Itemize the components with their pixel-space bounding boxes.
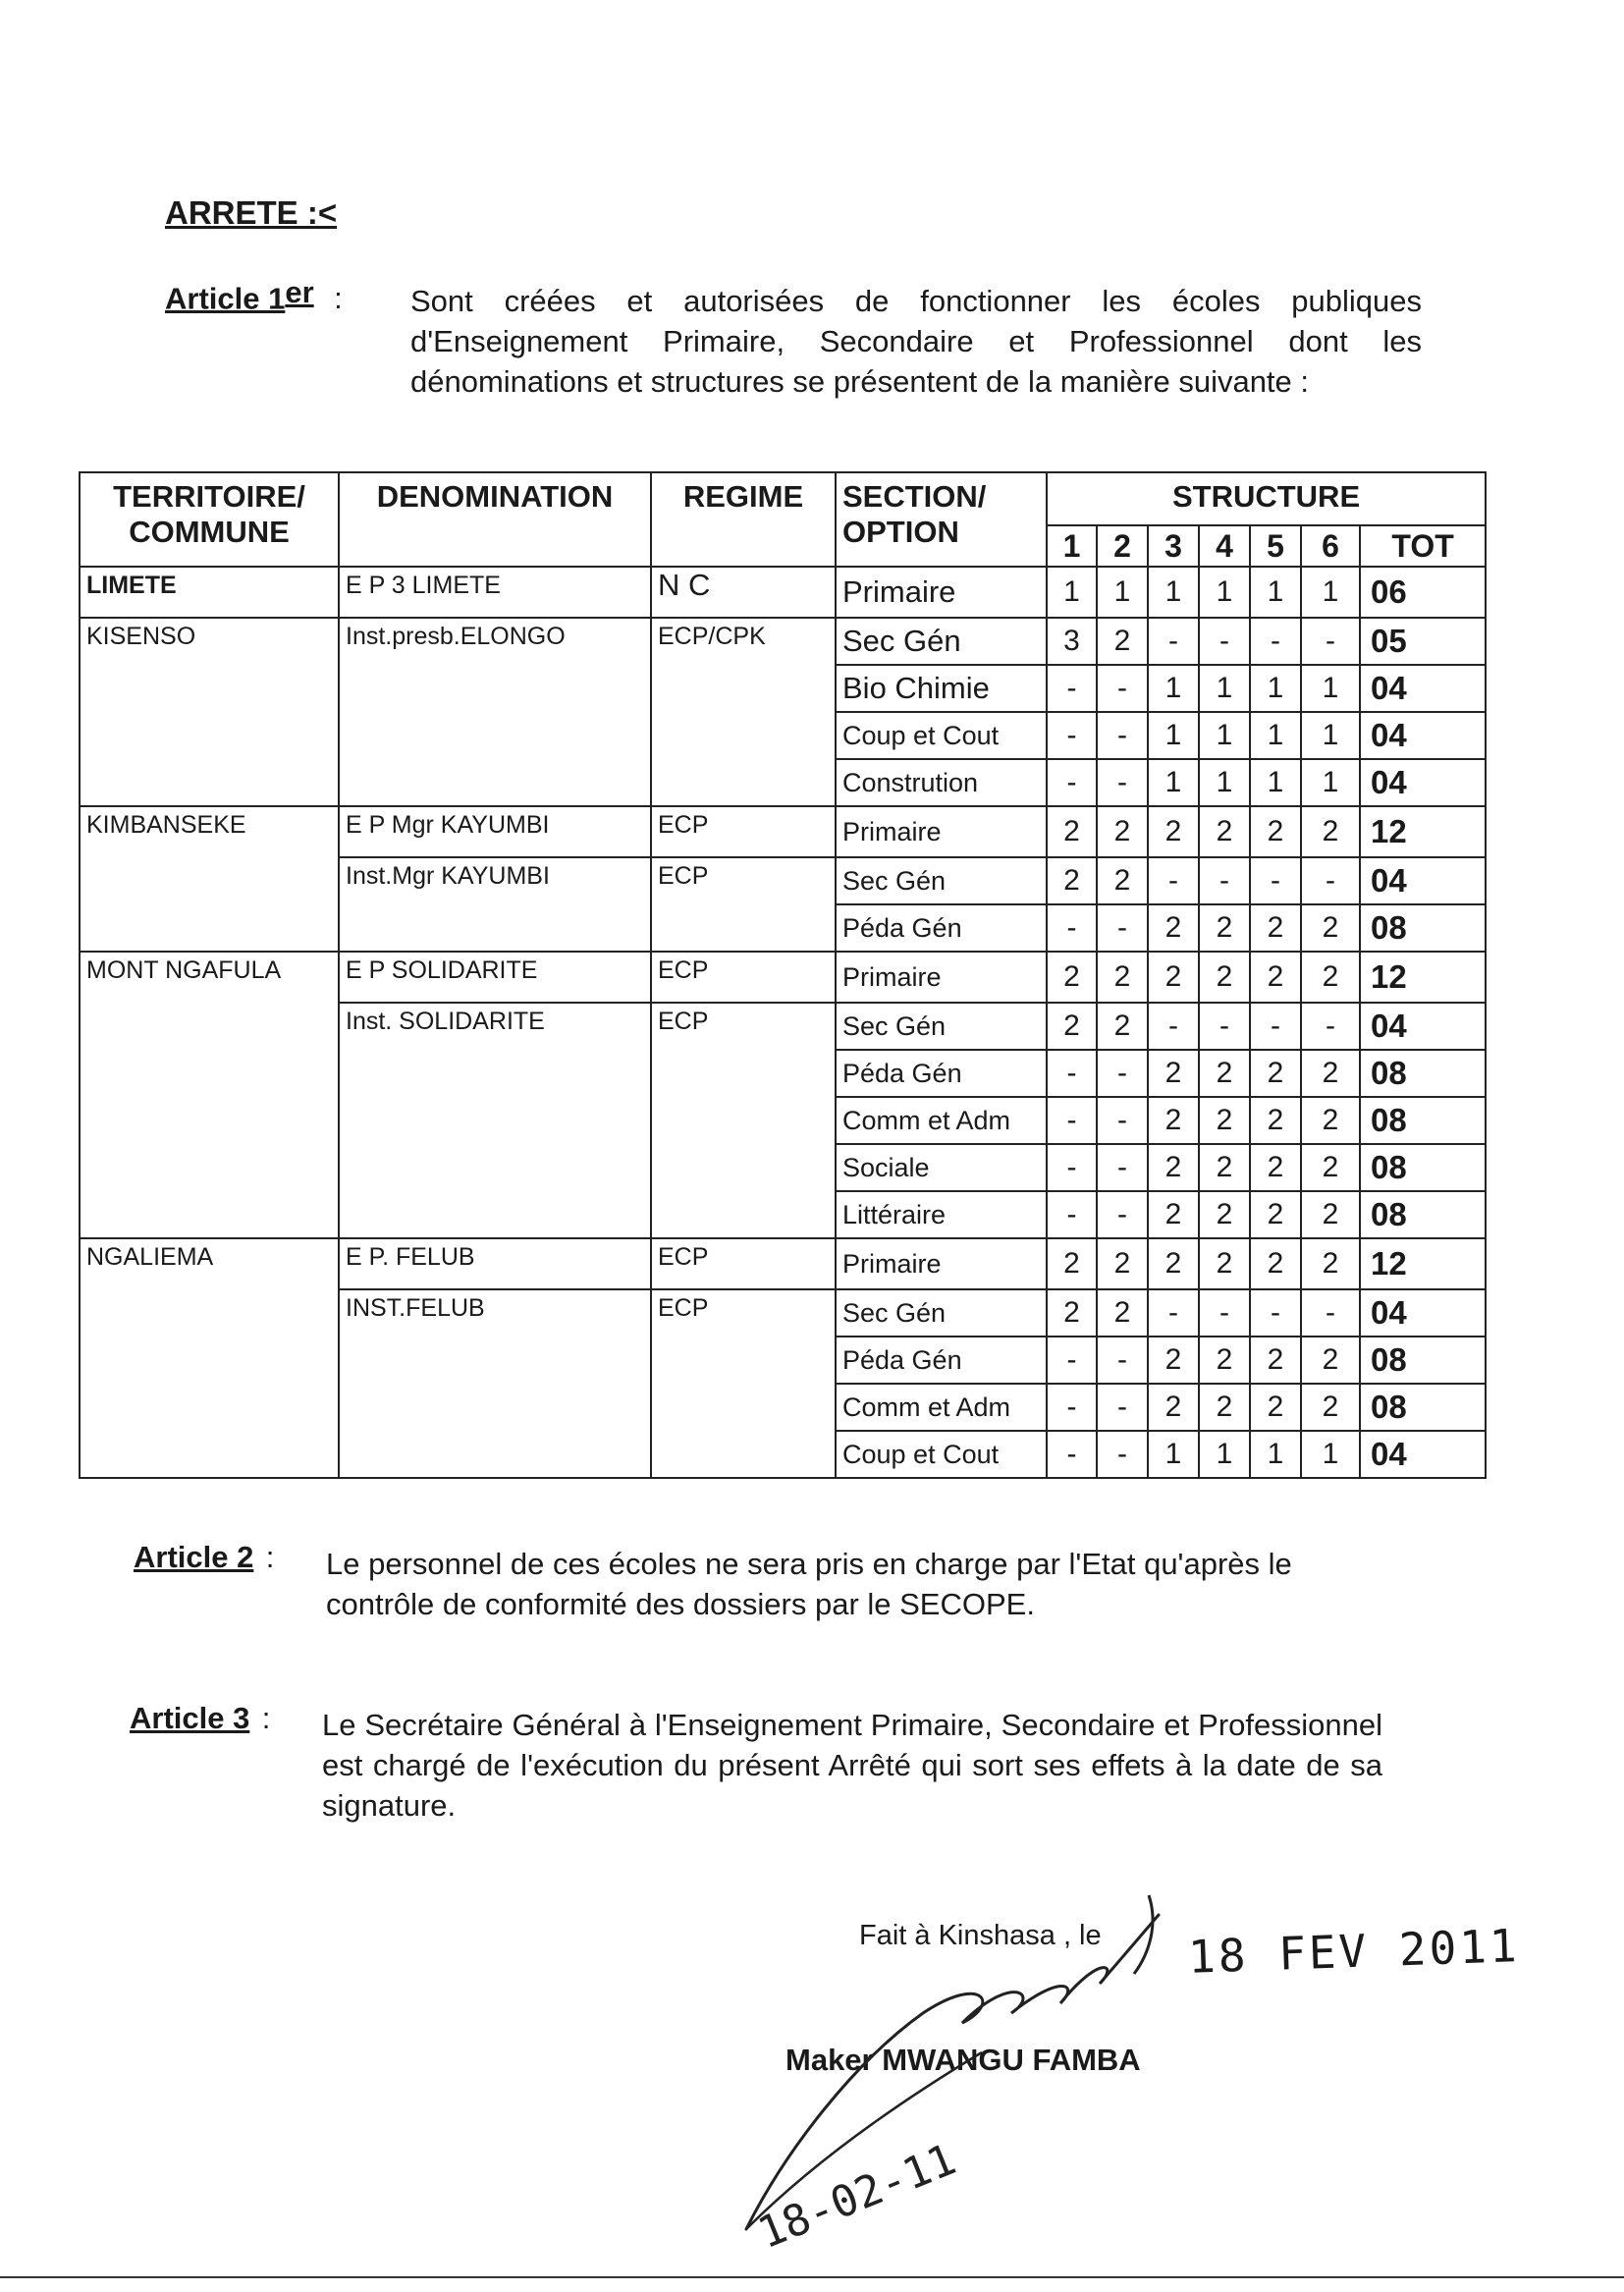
cell-section: Sec Gén (836, 857, 1047, 904)
cell-year-4: - (1199, 618, 1250, 665)
cell-year-6: 2 (1301, 1144, 1360, 1191)
cell-year-4: 1 (1199, 759, 1250, 806)
cell-year-2: - (1097, 1050, 1148, 1097)
cell-year-1: - (1047, 1097, 1097, 1144)
cell-section: Primaire (836, 567, 1047, 618)
cell-section: Primaire (836, 1238, 1047, 1289)
signature-place: Fait à Kinshasa , le (859, 1920, 1102, 1951)
cell-regime: ECP (651, 857, 836, 952)
cell-year-6: 2 (1301, 1238, 1360, 1289)
article3-text: Le Secrétaire Général à l'Enseignement Primaire, Secondaire et Professionnel est chargé de l'exécution du présent Arrêté qui sort ses effets à la date de sa signature. (322, 1708, 1382, 1823)
header-year-4: 4 (1199, 525, 1250, 567)
cell-denomination: E P Mgr KAYUMBI (339, 806, 651, 857)
cell-section: Sec Gén (836, 1289, 1047, 1337)
cell-year-1: - (1047, 712, 1097, 759)
cell-year-3: 2 (1148, 806, 1199, 857)
cell-year-3: 2 (1148, 1384, 1199, 1431)
cell-year-5: 1 (1250, 567, 1301, 618)
cell-year-6: 1 (1301, 759, 1360, 806)
cell-year-5: 1 (1250, 759, 1301, 806)
cell-year-1: 2 (1047, 857, 1097, 904)
cell-tot: 04 (1360, 1431, 1486, 1478)
cell-year-5: 2 (1250, 1337, 1301, 1384)
cell-tot: 08 (1360, 904, 1486, 952)
cell-year-1: - (1047, 1050, 1097, 1097)
cell-year-4: 2 (1199, 1097, 1250, 1144)
cell-year-4: 2 (1199, 952, 1250, 1003)
cell-tot: 04 (1360, 759, 1486, 806)
article3-colon: : (261, 1701, 271, 1735)
cell-year-5: 2 (1250, 952, 1301, 1003)
cell-regime: ECP (651, 1238, 836, 1289)
cell-tot: 04 (1360, 1289, 1486, 1337)
cell-year-6: 2 (1301, 904, 1360, 952)
cell-year-5: 2 (1250, 904, 1301, 952)
cell-year-6: 2 (1301, 952, 1360, 1003)
cell-year-2: - (1097, 665, 1148, 712)
cell-year-1: - (1047, 904, 1097, 952)
cell-year-5: 2 (1250, 1384, 1301, 1431)
cell-year-4: - (1199, 857, 1250, 904)
cell-tot: 08 (1360, 1337, 1486, 1384)
header-year-6: 6 (1301, 525, 1360, 567)
cell-year-3: 1 (1148, 567, 1199, 618)
cell-denomination: E P. FELUB (339, 1238, 651, 1289)
cell-year-2: - (1097, 1384, 1148, 1431)
header-year-5: 5 (1250, 525, 1301, 567)
cell-denomination: E P SOLIDARITE (339, 952, 651, 1003)
cell-year-2: - (1097, 904, 1148, 952)
header-territoire: TERRITOIRE/ COMMUNE (80, 472, 339, 567)
article3-label-wrap (130, 1701, 270, 1736)
cell-section: Primaire (836, 952, 1047, 1003)
cell-section: Constrution (836, 759, 1047, 806)
article1-colon: : (334, 281, 343, 316)
cell-tot: 06 (1360, 567, 1486, 618)
header-year-2: 2 (1097, 525, 1148, 567)
cell-year-5: - (1250, 857, 1301, 904)
cell-year-1: - (1047, 1337, 1097, 1384)
schools-structure-table (79, 471, 1487, 1479)
cell-year-2: 2 (1097, 1238, 1148, 1289)
cell-year-5: 1 (1250, 665, 1301, 712)
cell-year-1: - (1047, 665, 1097, 712)
article3-label: Article 3 (130, 1701, 250, 1735)
cell-year-1: - (1047, 759, 1097, 806)
cell-year-3: 2 (1148, 1337, 1199, 1384)
cell-year-2: - (1097, 712, 1148, 759)
cell-year-5: - (1250, 618, 1301, 665)
cell-year-6: 2 (1301, 1097, 1360, 1144)
cell-section: Péda Gén (836, 1337, 1047, 1384)
cell-regime: ECP (651, 806, 836, 857)
cell-tot: 04 (1360, 712, 1486, 759)
cell-year-4: - (1199, 1003, 1250, 1050)
cell-section: Sec Gén (836, 618, 1047, 665)
article2-text: Le personnel de ces écoles ne sera pris en charge par l'Etat qu'après le contrôle de conformité des dossiers par le SECOPE. (326, 1547, 1292, 1621)
cell-year-2: - (1097, 1144, 1148, 1191)
cell-year-6: 1 (1301, 1431, 1360, 1478)
cell-section: Péda Gén (836, 1050, 1047, 1097)
handwritten-signature (687, 1856, 1237, 2268)
cell-tot: 08 (1360, 1097, 1486, 1144)
cell-regime: N C (651, 567, 836, 618)
cell-year-6: 1 (1301, 712, 1360, 759)
cell-year-4: 2 (1199, 1191, 1250, 1238)
cell-year-3: 2 (1148, 1050, 1199, 1097)
cell-denomination: Inst.Mgr KAYUMBI (339, 857, 651, 952)
table-row (80, 952, 1486, 1003)
cell-year-6: - (1301, 1003, 1360, 1050)
cell-territoire: NGALIEMA (80, 1238, 339, 1478)
cell-year-4: 1 (1199, 567, 1250, 618)
cell-year-4: 2 (1199, 1384, 1250, 1431)
cell-section: Coup et Cout (836, 1431, 1047, 1478)
cell-year-2: 1 (1097, 567, 1148, 618)
cell-year-6: 2 (1301, 1384, 1360, 1431)
cell-year-1: - (1047, 1191, 1097, 1238)
cell-year-4: 1 (1199, 665, 1250, 712)
cell-regime: ECP (651, 1003, 836, 1238)
header-regime: REGIME (651, 472, 836, 567)
cell-section: Comm et Adm (836, 1097, 1047, 1144)
cell-year-1: 2 (1047, 1289, 1097, 1337)
cell-tot: 12 (1360, 1238, 1486, 1289)
cell-year-4: - (1199, 1289, 1250, 1337)
cell-section: Coup et Cout (836, 712, 1047, 759)
cell-territoire: LIMETE (80, 567, 339, 618)
cell-year-1: - (1047, 1384, 1097, 1431)
cell-section: Bio Chimie (836, 665, 1047, 712)
cell-section: Primaire (836, 806, 1047, 857)
header-section: SECTION/ OPTION (836, 472, 1047, 567)
cell-year-3: 1 (1148, 759, 1199, 806)
cell-year-3: 2 (1148, 1191, 1199, 1238)
handwritten-date: 18-02-11 (751, 2134, 963, 2260)
bottom-rule (0, 2276, 1624, 2278)
cell-year-1: - (1047, 1144, 1097, 1191)
cell-year-1: 3 (1047, 618, 1097, 665)
cell-year-3: 2 (1148, 1144, 1199, 1191)
table-row (80, 567, 1486, 618)
article1-text: Sont créées et autorisées de fonctionner les écoles publiques d'Enseignement Primaire, Secondaire et Professionnel dont les dénominations et structures se présentent de la manière suivante : (410, 284, 1422, 399)
cell-year-5: 2 (1250, 1144, 1301, 1191)
cell-denomination: E P 3 LIMETE (339, 567, 651, 618)
cell-tot: 08 (1360, 1191, 1486, 1238)
cell-year-4: 2 (1199, 1337, 1250, 1384)
cell-year-2: - (1097, 759, 1148, 806)
cell-tot: 08 (1360, 1050, 1486, 1097)
cell-territoire: KIMBANSEKE (80, 806, 339, 952)
cell-year-3: 1 (1148, 1431, 1199, 1478)
cell-denomination: Inst.presb.ELONGO (339, 618, 651, 806)
header-denomination: DENOMINATION (339, 472, 651, 567)
cell-year-4: 2 (1199, 904, 1250, 952)
cell-year-2: - (1097, 1431, 1148, 1478)
cell-year-3: 2 (1148, 1097, 1199, 1144)
article1-label (165, 275, 343, 316)
cell-year-3: 2 (1148, 952, 1199, 1003)
cell-year-2: 2 (1097, 806, 1148, 857)
cell-year-4: 1 (1199, 712, 1250, 759)
cell-year-1: 2 (1047, 806, 1097, 857)
cell-year-3: 2 (1148, 904, 1199, 952)
article1-label-main: Article 1 (165, 281, 286, 316)
cell-section: Sociale (836, 1144, 1047, 1191)
cell-year-5: 2 (1250, 1238, 1301, 1289)
cell-year-2: 2 (1097, 952, 1148, 1003)
cell-year-3: 2 (1148, 1238, 1199, 1289)
cell-tot: 12 (1360, 952, 1486, 1003)
cell-year-5: 2 (1250, 1050, 1301, 1097)
cell-year-2: 2 (1097, 1289, 1148, 1337)
cell-year-4: 2 (1199, 1238, 1250, 1289)
cell-tot: 04 (1360, 665, 1486, 712)
cell-year-6: 2 (1301, 1191, 1360, 1238)
cell-section: Comm et Adm (836, 1384, 1047, 1431)
cell-year-1: - (1047, 1431, 1097, 1478)
cell-denomination: INST.FELUB (339, 1289, 651, 1478)
cell-year-3: 1 (1148, 665, 1199, 712)
table-row (80, 1238, 1486, 1289)
cell-year-4: 2 (1199, 1144, 1250, 1191)
cell-denomination: Inst. SOLIDARITE (339, 1003, 651, 1238)
signer-name: Maker MWANGU FAMBA (785, 2043, 1141, 2077)
cell-year-6: 2 (1301, 1337, 1360, 1384)
cell-year-6: - (1301, 857, 1360, 904)
cell-tot: 12 (1360, 806, 1486, 857)
cell-year-6: - (1301, 618, 1360, 665)
cell-tot: 05 (1360, 618, 1486, 665)
cell-year-5: - (1250, 1003, 1301, 1050)
decree-heading: ARRETE :< (165, 194, 338, 231)
table-row (80, 618, 1486, 665)
cell-year-3: - (1148, 857, 1199, 904)
cell-year-5: 2 (1250, 806, 1301, 857)
cell-tot: 04 (1360, 857, 1486, 904)
cell-tot: 08 (1360, 1384, 1486, 1431)
header-year-3: 3 (1148, 525, 1199, 567)
cell-year-2: - (1097, 1337, 1148, 1384)
cell-year-5: 2 (1250, 1191, 1301, 1238)
cell-year-1: 1 (1047, 567, 1097, 618)
cell-year-1: 2 (1047, 952, 1097, 1003)
cell-section: Sec Gén (836, 1003, 1047, 1050)
cell-year-5: 1 (1250, 712, 1301, 759)
cell-year-6: 1 (1301, 665, 1360, 712)
article2-colon: : (265, 1540, 275, 1574)
cell-year-4: 2 (1199, 806, 1250, 857)
cell-year-1: 2 (1047, 1238, 1097, 1289)
cell-territoire: KISENSO (80, 618, 339, 806)
cell-year-2: 2 (1097, 857, 1148, 904)
cell-year-1: 2 (1047, 1003, 1097, 1050)
cell-tot: 04 (1360, 1003, 1486, 1050)
cell-section: Péda Gén (836, 904, 1047, 952)
article1-label-sup: er (285, 275, 314, 309)
cell-year-3: - (1148, 1289, 1199, 1337)
cell-regime: ECP/CPK (651, 618, 836, 806)
header-tot: TOT (1360, 525, 1486, 567)
cell-year-2: - (1097, 1097, 1148, 1144)
cell-year-6: 2 (1301, 806, 1360, 857)
header-year-1: 1 (1047, 525, 1097, 567)
cell-year-6: - (1301, 1289, 1360, 1337)
cell-year-3: 1 (1148, 712, 1199, 759)
cell-year-3: - (1148, 618, 1199, 665)
cell-year-6: 2 (1301, 1050, 1360, 1097)
table-header-row (80, 472, 1486, 525)
cell-year-3: - (1148, 1003, 1199, 1050)
cell-year-5: 2 (1250, 1097, 1301, 1144)
cell-regime: ECP (651, 952, 836, 1003)
article2-label: Article 2 (134, 1540, 254, 1574)
cell-year-2: 2 (1097, 1003, 1148, 1050)
header-structure: STRUCTURE (1047, 472, 1486, 525)
cell-year-6: 1 (1301, 567, 1360, 618)
cell-tot: 08 (1360, 1144, 1486, 1191)
cell-year-5: 1 (1250, 1431, 1301, 1478)
cell-year-2: - (1097, 1191, 1148, 1238)
cell-section: Littéraire (836, 1191, 1047, 1238)
cell-territoire: MONT NGAFULA (80, 952, 339, 1238)
cell-year-2: 2 (1097, 618, 1148, 665)
cell-year-4: 2 (1199, 1050, 1250, 1097)
cell-year-5: - (1250, 1289, 1301, 1337)
table-row (80, 806, 1486, 857)
cell-regime: ECP (651, 1289, 836, 1478)
cell-year-4: 1 (1199, 1431, 1250, 1478)
article2-label-wrap (134, 1540, 274, 1575)
date-stamp: 18 FEV 2011 (1187, 1919, 1521, 1984)
